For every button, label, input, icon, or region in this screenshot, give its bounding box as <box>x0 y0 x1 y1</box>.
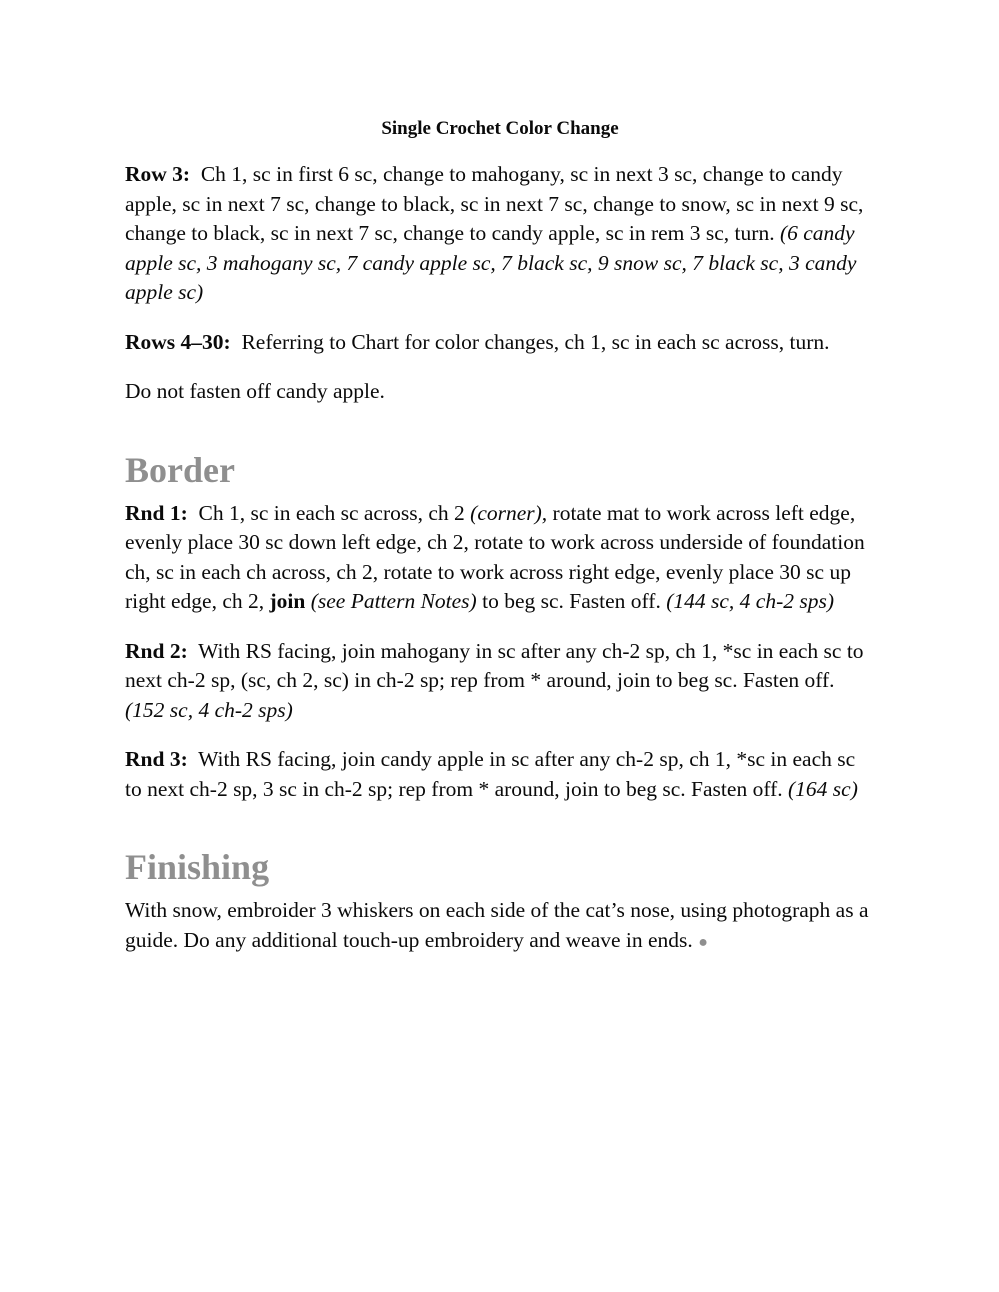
text-segment: join <box>269 589 306 613</box>
text-segment: Ch 1, sc in first 6 sc, change to mahogany, sc in next 3 sc, change to candy apple, sc in next 7 sc, change to black, sc in next 7 sc, change to snow, sc in next 9 sc, change to black, sc in next 7 sc, change to candy apple, sc in rem 3 sc, turn. <box>125 162 864 245</box>
paragraph-rnd-3 <box>125 745 875 804</box>
text-segment: Rnd 1: <box>125 500 188 525</box>
text-segment: rotate mat to work across left edge, evenly place 30 sc down left edge, ch 2, rotate to work across underside of foundation ch, sc in each ch across, ch 2, rotate to work across right edge, evenly place 30 sc up right edge, ch 2, <box>125 500 865 613</box>
text-segment: to beg sc. Fasten off. <box>476 589 667 613</box>
paragraph-rnd-1 <box>125 499 875 617</box>
page-title: Single Crochet Color Change <box>381 118 619 139</box>
text-segment: Do not fasten off candy apple. <box>125 379 385 403</box>
text-segment: With RS facing, join mahogany in sc after any ch-2 sp, ch 1, *sc in each sc to next ch-2 sp, (sc, ch 2, sc) in ch-2 sp; rep from * around, join to beg sc. Fasten off. <box>125 638 864 692</box>
text-segment: Row 3: <box>125 162 191 186</box>
end-of-pattern-bullet-icon: ● <box>698 933 708 951</box>
text-segment: (corner), <box>470 500 548 525</box>
text-segment: (164 sc) <box>788 776 858 801</box>
text-segment: (see Pattern Notes) <box>310 589 477 613</box>
text-segment: With snow, embroider 3 whiskers on each side of the cat’s nose, using photograph as a guide. Do any additional touch-up embroidery and weave in ends. <box>125 898 869 952</box>
paragraph-finishing <box>125 896 875 957</box>
text-segment: (144 sc, 4 ch-2 sps) <box>666 589 835 613</box>
section-heading-border: Border <box>125 449 235 490</box>
text-segment: Rows 4–30: <box>125 329 231 354</box>
text-segment: Referring to Chart for color changes, ch 1, sc in each sc across, turn. <box>230 329 830 354</box>
text-segment: Ch 1, sc in each sc across, ch 2 <box>187 500 471 525</box>
text-segment: Rnd 3: <box>125 747 188 771</box>
paragraph-row-3 <box>125 160 875 308</box>
text-segment: With RS facing, join candy apple in sc after any ch-2 sp, ch 1, *sc in each sc to next ch-2 sp, 3 sc in ch-2 sp; rep from * around, join to beg sc. Fasten off. <box>125 747 856 801</box>
section-heading-finishing: Finishing <box>125 847 270 887</box>
paragraph-rows-4-30 <box>125 328 875 358</box>
text-segment: (6 candy apple sc, 3 mahogany sc, 7 candy apple sc, 7 black sc, 9 snow sc, 7 black sc, 3 candy apple sc) <box>125 221 857 304</box>
text-segment: Rnd 2: <box>125 638 188 663</box>
text-segment: (152 sc, 4 ch-2 sps) <box>125 697 293 722</box>
paragraph-do-not-fasten-off <box>125 377 875 407</box>
paragraph-rnd-2 <box>125 637 875 726</box>
